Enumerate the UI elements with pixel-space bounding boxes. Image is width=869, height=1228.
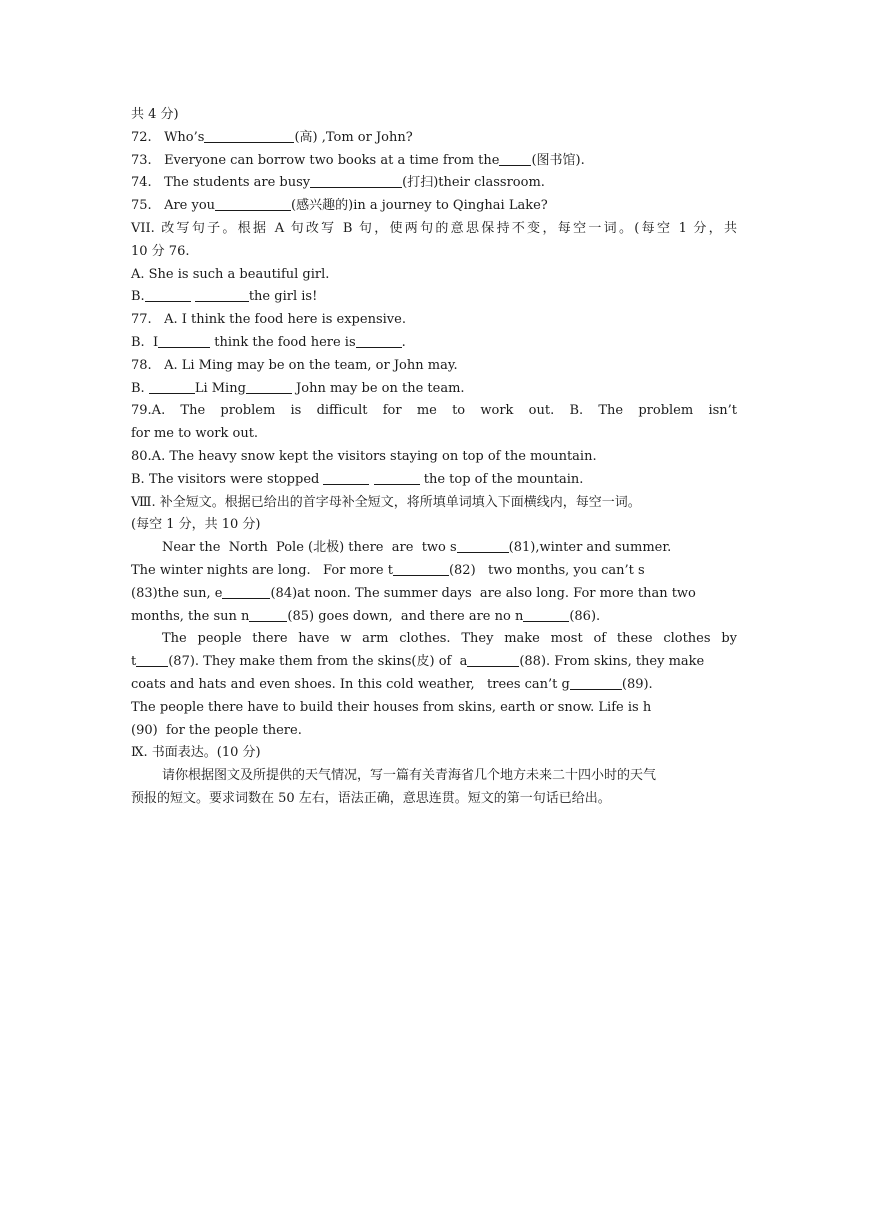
answer-blank-84[interactable] xyxy=(222,584,270,599)
question-78-b: B. Li Ming John may be on the team. xyxy=(131,380,465,396)
section-vii-title-cont: 10 分 76. xyxy=(131,243,190,259)
question-80-b: B. The visitors were stopped the top of the mountain. xyxy=(131,471,584,487)
answer-blank-72[interactable] xyxy=(204,128,294,143)
question-79-a: 79.A. The problem is difficult for me to work out. B. The problem isn’t xyxy=(131,403,737,419)
answer-blank-78-2[interactable] xyxy=(246,379,292,394)
section-ix-title: Ⅸ. 书面表达。(10 分) xyxy=(131,745,261,761)
answer-blank-73[interactable] xyxy=(499,151,531,166)
question-76-a: A. She is such a beautiful girl. xyxy=(131,266,330,282)
answer-blank-87[interactable] xyxy=(136,652,168,667)
answer-blank-89[interactable] xyxy=(570,675,622,690)
section-vi-score-note: 共 4 分) xyxy=(131,107,179,122)
question-76-b: B. the girl is! xyxy=(131,289,318,305)
question-72: 72. Who’s (高) ,Tom or John? xyxy=(131,129,413,145)
answer-blank-85[interactable] xyxy=(249,607,287,622)
passage-p2-line-4: The people there have to build their houses from skins, earth or snow. Life is h xyxy=(131,699,652,715)
answer-blank-74[interactable] xyxy=(310,173,402,188)
answer-blank-86[interactable] xyxy=(523,607,569,622)
answer-blank-80-2[interactable] xyxy=(374,470,420,485)
question-77-b: B. I think the food here is . xyxy=(131,334,406,350)
answer-blank-81[interactable] xyxy=(457,538,509,553)
section-viii-score-note: (每空 1 分，共 10 分) xyxy=(131,517,261,533)
passage-p2-line-3: coats and hats and even shoes. In this cold weather, trees can’t g (89). xyxy=(131,676,653,692)
passage-p1-line-1: Near the North Pole (北极) there are two s (81),winter and summer. xyxy=(162,540,672,556)
answer-blank-78-1[interactable] xyxy=(149,379,195,394)
answer-blank-76-1[interactable] xyxy=(145,287,191,302)
question-77-a: 77. A. I think the food here is expensive. xyxy=(131,312,406,328)
answer-blank-76-2[interactable] xyxy=(195,287,249,302)
question-80-a: 80.A. The heavy snow kept the visitors staying on top of the mountain. xyxy=(131,448,597,464)
section-viii-title: Ⅷ. 补全短文。根据已给出的首字母补全短文，将所填单词填入下面横线内，每空一词。 xyxy=(131,494,641,510)
answer-blank-77-2[interactable] xyxy=(356,333,402,348)
passage-p1-line-3: (83)the sun, e (84)at noon. The summer days are also long. For more than two xyxy=(131,585,696,601)
answer-blank-77-1[interactable] xyxy=(158,333,210,348)
section-ix-instruction-1: 请你根据图文及所提供的天气情况，写一篇有关青海省几个地方未来二十四小时的天气 xyxy=(162,768,657,784)
section-vii-title: VII. 改写句子。根据 A 句改写 B 句，使两句的意思保持不变，每空一词。(每空 1 分，共 xyxy=(131,220,737,236)
passage-p2-line-5: (90) for the people there. xyxy=(131,722,302,738)
answer-blank-82[interactable] xyxy=(393,561,449,576)
question-79-b: for me to work out. xyxy=(131,426,259,442)
question-78-a: 78. A. Li Ming may be on the team, or John may. xyxy=(131,357,458,373)
passage-p1-line-4: months, the sun n (85) goes down, and there are no n (86). xyxy=(131,608,601,624)
answer-blank-80-1[interactable] xyxy=(323,470,369,485)
passage-p2-line-1: The people there have w arm clothes. They make most of these clothes by xyxy=(162,631,737,647)
exam-content xyxy=(131,104,737,811)
passage-p2-line-2: t (87). They make them from the skins(皮) of a (88). From skins, they make xyxy=(131,654,705,670)
answer-blank-88[interactable] xyxy=(467,652,519,667)
answer-blank-75[interactable] xyxy=(215,196,291,211)
question-73: 73. Everyone can borrow two books at a time from the (图书馆). xyxy=(131,152,585,168)
question-75: 75. Are you (感兴趣的)in a journey to Qinghai Lake? xyxy=(131,198,548,214)
passage-p1-line-2: The winter nights are long. For more t (82) two months, you can’t s xyxy=(131,562,645,578)
section-ix-instruction-2: 预报的短文。要求词数在 50 左右，语法正确，意思连贯。短文的第一句话已给出。 xyxy=(131,790,611,806)
question-74: 74. The students are busy (打扫)their classroom. xyxy=(131,175,545,191)
